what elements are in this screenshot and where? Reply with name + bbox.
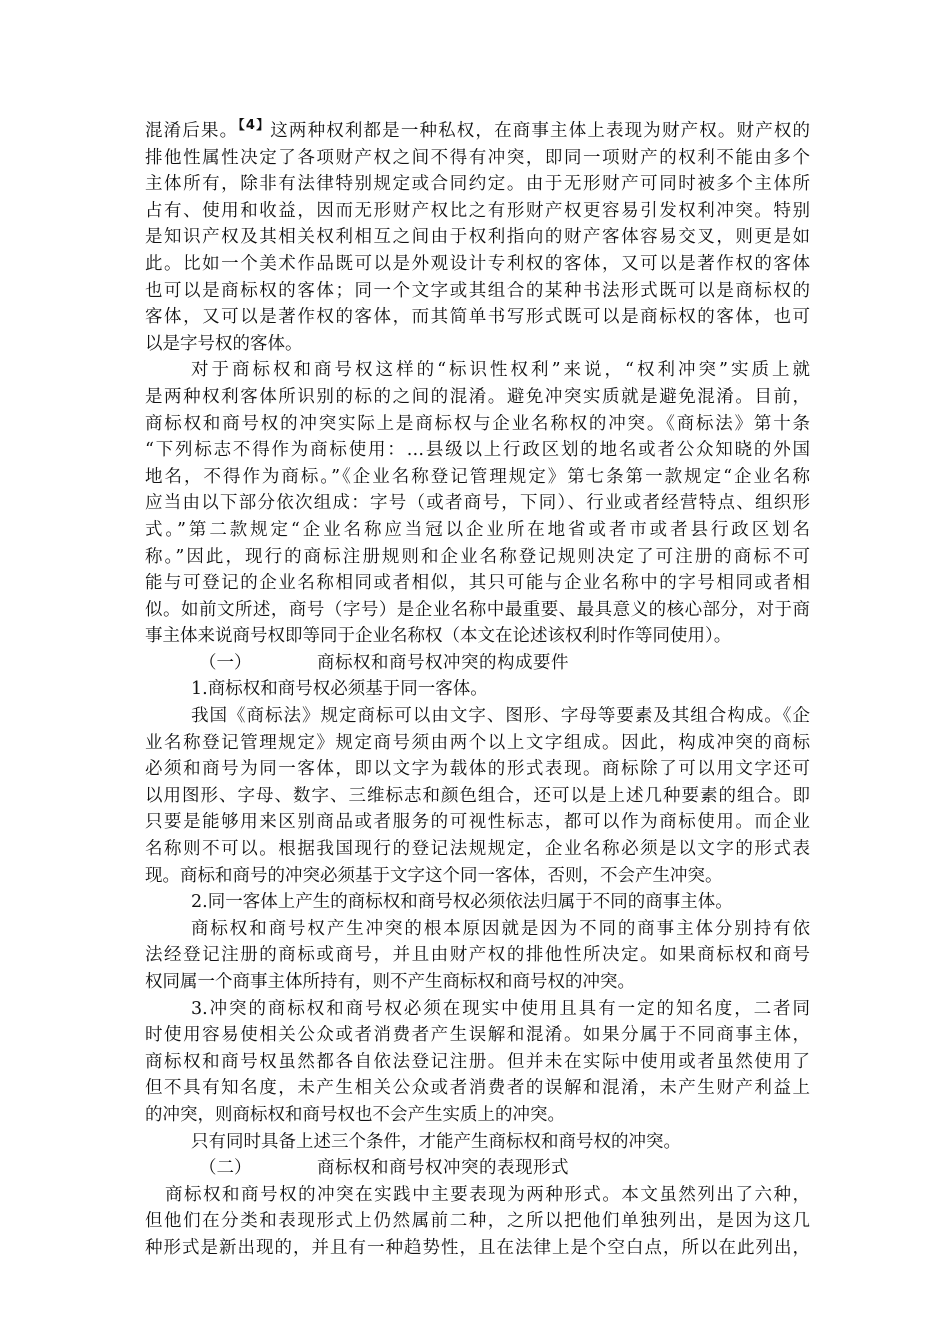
text-line: 种形式是新出现的，并且有一种趋势性，且在法律上是个空白点，所以在此列出， — [145, 1237, 810, 1258]
section-title: 商标权和商号权冲突的构成要件 — [317, 652, 569, 673]
condition-title: 1.商标权和商号权必须基于同一客体。 — [191, 679, 488, 700]
text-line: 但他们在分类和表现形式上仍然属前二种，之所以把他们单独列出，是因为这几 — [145, 1211, 810, 1232]
text-line: 称。”因此，现行的商标注册规则和企业名称登记规则决定了可注册的商标不可 — [145, 546, 810, 567]
text-line: 排他性属性决定了各项财产权之间不得有冲突，即同一项财产的权利不能由多个 — [145, 147, 810, 168]
citation-ref: 【4】 — [238, 118, 271, 134]
section-title: 商标权和商号权冲突的表现形式 — [317, 1158, 569, 1179]
text-line: 是知识产权及其相关权利相互之间由于权利指向的财产客体容易交叉，则更是如 — [145, 227, 810, 248]
section-heading — [145, 650, 810, 677]
section-number: （一） — [199, 652, 252, 673]
text-line: 是两种权利客体所识别的标的之间的混淆。避免冲突实质就是避免混淆。目前， — [145, 386, 810, 407]
text-line: 对于商标权和商号权这样的“标识性权利”来说，“权利冲突”实质上就 — [191, 360, 810, 381]
text-line: 商标权和商号权的冲突在实践中主要表现为两种形式。本文虽然列出了六种， — [165, 1184, 810, 1205]
text-line: 只有同时具备上述三个条件，才能产生商标权和商号权的冲突。 — [191, 1131, 681, 1152]
text-line: 能与可登记的企业名称相同或者相似，其只可能与企业名称中的字号相同或者相 — [145, 573, 810, 594]
text-line: 客体，又可以是著作权的客体，而其简单书写形式既可以是商标权的客体，也可 — [145, 307, 810, 328]
text-line: 3.冲突的商标权和商号权必须在现实中使用且具有一定的知名度，二者同 — [191, 998, 810, 1019]
text-line: 事主体来说商号权即等同于企业名称权（本文在论述该权利时作等同使用）。 — [145, 626, 732, 647]
text-line: 地名，不得作为商标。”《企业名称登记管理规定》第七条第一款规定“企业名称 — [145, 466, 810, 487]
text-line: 以是字号权的客体。 — [145, 333, 303, 354]
text-line: 商标权和商号权虽然都各自依法登记注册。但并未在实际中使用或者虽然使用了 — [145, 1051, 810, 1072]
text-line: 现。商标和商号的冲突必须基于文字这个同一客体，否则，不会产生冲突。 — [145, 865, 723, 886]
text-line: 的冲突，则商标权和商号权也不会产生实质上的冲突。 — [145, 1104, 565, 1125]
text-line: 占有、使用和收益，因而无形财产权比之有形财产权更容易引发权利冲突。特别 — [145, 200, 810, 221]
text-line: 但不具有知名度，未产生相关公众或者消费者的误解和混淆，未产生财产利益上 — [145, 1078, 810, 1099]
text-line: 似。如前文所述，商号（字号）是企业名称中最重要、最具意义的核心部分，对于商 — [145, 599, 810, 620]
text-line: 此。比如一个美术作品既可以是外观设计专利权的客体，又可以是著作权的客体 — [145, 253, 810, 274]
text-line: 时使用容易使相关公众或者消费者产生误解和混淆。如果分属于不同商事主体， — [145, 1025, 810, 1046]
text-line: 只要是能够用来区别商品或者服务的可视性标志，都可以作为商标使用。而企业 — [145, 812, 810, 833]
text-line: 商标权和商号权产生冲突的根本原因就是因为不同的商事主体分别持有依 — [191, 918, 810, 939]
text-line: 式。”第二款规定“企业名称应当冠以企业所在地省或者市或者县行政区划名 — [145, 519, 810, 540]
text-line: 主体所有，除非有法律特别规定或合同约定。由于无形财产可同时被多个主体所 — [145, 174, 810, 195]
text-line: 我国《商标法》规定商标可以由文字、图形、字母等要素及其组合构成。《企 — [191, 706, 810, 727]
text-line: 应当由以下部分依次组成：字号（或者商号，下同）、行业或者经营特点、组织形 — [145, 493, 810, 514]
text-line: 名称则不可以。根据我国现行的登记法规规定，企业名称必须是以文字的形式表 — [145, 839, 810, 860]
text-line: 以用图形、字母、数字、三维标志和颜色组合，还可以是上述几种要素的组合。即 — [145, 785, 810, 806]
text-line: 商标权和商号权的冲突实际上是商标权与企业名称权的冲突。《商标法》第十条 — [145, 413, 810, 434]
text-line: 必须和商号为同一客体，即以文字为载体的形式表现。商标除了可以用文字还可 — [145, 759, 810, 780]
condition-title: 2.同一客体上产生的商标权和商号权必须依法归属于不同的商事主体。 — [191, 892, 733, 913]
text-line: 也可以是商标权的客体；同一个文字或其组合的某种书法形式既可以是商标权的 — [145, 280, 810, 301]
text-line: “下列标志不得作为商标使用：…县级以上行政区划的地名或者公众知晓的外国 — [145, 440, 810, 461]
text-line: 权同属一个商事主体所持有，则不产生商标权和商号权的冲突。 — [145, 972, 635, 992]
section-number: （二） — [199, 1158, 252, 1179]
text-line: 混淆后果。$^{【4】}$这两种权利都是一种私权，在商事主体上表现为财产权。财产权的 — [145, 118, 810, 141]
section-heading — [145, 1155, 810, 1182]
document-page — [145, 118, 810, 1262]
text-line: 业名称登记管理规定》规定商号须由两个以上文字组成。因此，构成冲突的商标 — [145, 732, 810, 753]
text-line: 法经登记注册的商标或商号，并且由财产权的排他性所决定。如果商标权和商号 — [145, 945, 810, 966]
